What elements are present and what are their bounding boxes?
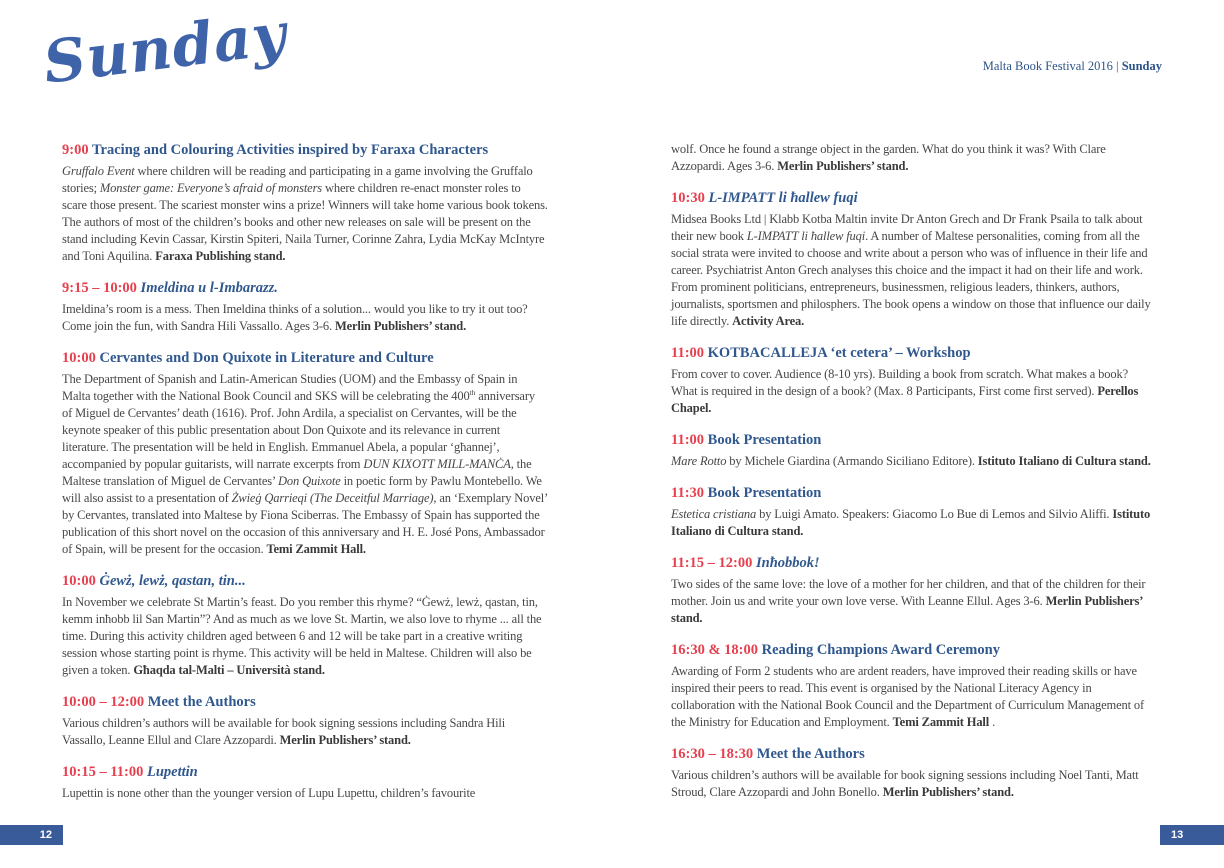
event-title: L-IMPATT li ħallew fuqi [708, 190, 858, 206]
event-description [62, 715, 548, 749]
event-description [671, 366, 1157, 417]
event-time: 11:00 [671, 432, 708, 448]
page-header [983, 59, 1162, 74]
venue-text-run: Merlin Publishers’ stand. [334, 319, 467, 333]
event-block [671, 431, 1157, 470]
event-description [671, 576, 1157, 627]
text-run: Awarding of Form 2 students who are ardent readers, have improved their reading skills or have inspired their peers to read. This event is organised by the National Literacy Agency in collaboration with the National Book Council and the Department of Curriculum Management of the Ministry for Education and Employment. [671, 664, 1145, 729]
text-run: , the Maltese translation of Miguel de Cervantes’ [62, 457, 532, 488]
event-heading [671, 344, 1157, 363]
header-festival-text: Malta Book Festival 2016 | [982, 59, 1122, 73]
event-time: 10:00 – 12:00 [62, 694, 148, 710]
event-heading [671, 189, 1157, 208]
venue-text-run: Perellos Chapel. [671, 384, 1139, 415]
event-title: Meet the Authors [147, 694, 256, 710]
event-description [671, 453, 1157, 470]
event-description [671, 767, 1157, 801]
event-heading [671, 554, 1157, 573]
event-block [62, 141, 548, 265]
event-time: 10:30 [671, 190, 709, 206]
event-block [62, 693, 548, 749]
page-number-left: 12 [0, 825, 63, 845]
text-run: In November we celebrate St Martin’s feast. Do you rember this rhyme? “Ġewż, lewż, qastan, tin, kemm inħobb lil San Martin”? And as much as we love St. Martin, we also love to rhyme ... all the time. During this activity children aged between 6 and 12 will be take part in a creative writing session whose starting point is rhyme. This activity will be held in Maltese. Children will also be given a token. [62, 595, 542, 677]
event-block [671, 641, 1157, 731]
text-run: th [469, 387, 476, 397]
event-description [62, 594, 548, 679]
event-block [671, 484, 1157, 540]
text-run: by Michele Giardina (Armando Siciliano Editore). [726, 454, 978, 468]
event-description [671, 506, 1157, 540]
event-block [671, 189, 1157, 330]
event-heading [671, 745, 1157, 764]
page-number-right: 13 [1160, 825, 1224, 845]
event-title: Cervantes and Don Quixote in Literature and Culture [99, 350, 434, 366]
event-description [671, 211, 1157, 330]
event-title: Ġewż, lewż, qastan, tin... [99, 573, 246, 589]
event-heading [671, 431, 1157, 450]
text-run: Two sides of the same love: the love of a mother for her children, and that of the children for their mother. Join us and write your own love verse. With Leanne Ellul. Ages 3-6. [671, 577, 1146, 608]
venue-text-run: Temi Zammit Hall [892, 715, 990, 729]
event-description [671, 141, 1157, 175]
text-run: where children re-enact monster roles to scare those present. The scariest monster wins a prize! Winners will take home various book tokens. The authors of most of the children’s books and other new releases on sale will be present on the stand including Kevin Cassar, Kirstin Spiteri, Naila Turner, Corinne Zahra, Lydia McKay McIntyre and Toni Aquilina. [62, 181, 548, 263]
event-block [671, 344, 1157, 417]
text-run: The Department of Spanish and Latin-American Studies (UOM) and the Embassy of Spain in Malta together with the National Book Council and SKS will be celebrating the 400 [62, 372, 518, 403]
event-description [62, 301, 548, 335]
event-time: 10:00 [62, 573, 100, 589]
event-time: 16:30 & 18:00 [671, 642, 762, 658]
text-run: . A number of Maltese personalities, coming from all the social strata were invited to choose and write about a person who was of influence in their life and career. Psychiatrist Anton Grech analyses this choice and the impact it had on their life and work. From prominent politicians, entrepreneurs, businessmen, religious leaders, thinkers, authors, journalists, sportsmen and philosphers. The book opens a window on those that influence our daily life directly. [671, 229, 1151, 328]
event-title: Book Presentation [707, 432, 822, 448]
text-run: Midsea Books Ltd | Klabb Kotba Maltin invite Dr Anton Grech and Dr Frank Psaila to talk about their new book [671, 212, 1143, 243]
event-time: 9:15 – 10:00 [62, 280, 141, 296]
venue-text-run: Temi Zammit Hall. [266, 542, 366, 556]
event-block [671, 745, 1157, 801]
text-run: wolf. Once he found a strange object in the garden. What do you think it was? With Clare Azzopardi. Ages 3-6. [671, 142, 1106, 173]
event-block [62, 349, 548, 558]
event-title: KOTBACALLEJA ‘et cetera’ – Workshop [707, 345, 971, 361]
event-time: 16:30 – 18:30 [671, 746, 757, 762]
text-run: Various children’s authors will be available for book signing sessions including Sandra Hili Vassallo, Leanne Ellul and Clare Azzopardi. [62, 716, 506, 747]
venue-text-run: Istituto Italiano di Cultura stand. [671, 507, 1151, 538]
left-page-column [62, 141, 548, 816]
text-run: L-IMPATT li ħallew fuqi [746, 229, 866, 243]
event-title: Lupettin [146, 764, 198, 780]
event-heading [62, 279, 548, 298]
event-time: 9:00 [62, 142, 92, 158]
text-run: DUN KIXOTT MILL-MANĊA [363, 457, 511, 471]
right-page-column [671, 141, 1157, 815]
text-run: Żwieġ Qarrieqi (The Deceitful Marriage) [231, 491, 434, 505]
text-run: in poetic form by Pawlu Montebello. We will also assist to a presentation of [62, 474, 542, 505]
event-time: 10:15 – 11:00 [62, 764, 147, 780]
venue-text-run: Faraxa Publishing stand. [155, 249, 286, 263]
event-title: Reading Champions Award Ceremony [761, 642, 1000, 658]
event-description [671, 663, 1157, 731]
event-heading [62, 349, 548, 368]
text-run: Monster game: Everyone’s afraid of monsters [99, 181, 322, 195]
text-run: From cover to cover. Audience (8-10 yrs). Building a book from scratch. What makes a book? What is required in the design of a book? (Max. 8 Participants, First come first served). [671, 367, 1128, 398]
text-run: where children will be reading and participating in a game involving the Gruffalo stories; [62, 164, 533, 195]
event-heading [62, 693, 548, 712]
event-block [671, 554, 1157, 627]
event-description [62, 785, 548, 802]
header-day-text: Sunday [1121, 59, 1162, 73]
text-run: anniversary of Miguel de Cervantes’ death (1616). Prof. John Ardila, a specialist on Cervantes, will be the keynote speaker of this public presentation about Don Quixote and its relevance in current literature. The presentation will be held in English. Emmanuel Abela, a popular ‘għannej’, accompanied by popular guitarists, will narrate excerpts from [62, 389, 535, 471]
event-block [62, 572, 548, 679]
event-heading [62, 141, 548, 160]
event-time: 11:00 [671, 345, 708, 361]
event-description [62, 163, 548, 265]
venue-text-run: Merlin Publishers’ stand. [882, 785, 1014, 799]
event-time: 11:15 – 12:00 [671, 555, 756, 571]
event-heading [671, 484, 1157, 503]
text-run: Imeldina’s room is a mess. Then Imeldina thinks of a solution... would you like to try it out too? Come join the fun, with Sandra Hili Vassallo. Ages 3-6. [62, 302, 528, 333]
venue-text-run: Merlin Publishers’ stand. [777, 159, 909, 173]
event-title: Inħobbok! [755, 555, 820, 571]
event-block [671, 141, 1157, 175]
venue-text-run: Merlin Publishers’ stand. [671, 594, 1143, 625]
text-run: by Luigi Amato. Speakers: Giacomo Lo Bue di Lemos and Silvio Aliffi. [756, 507, 1113, 521]
text-run: Don Quixote [278, 474, 341, 488]
event-time: 10:00 [62, 350, 100, 366]
event-block [62, 279, 548, 335]
venue-text-run: Activity Area. [732, 314, 805, 328]
venue-text-run: Merlin Publishers’ stand. [279, 733, 411, 747]
event-title: Meet the Authors [756, 746, 865, 762]
text-run: Gruffalo Event [62, 164, 135, 178]
event-heading [62, 763, 548, 782]
event-title: Tracing and Colouring Activities inspired by Faraxa Characters [91, 142, 489, 158]
text-run: . [989, 715, 996, 729]
event-heading [671, 641, 1157, 660]
venue-text-run: Istituto Italiano di Cultura stand. [977, 454, 1151, 468]
event-title: Imeldina u l-Imbarazz. [140, 280, 278, 296]
text-run: Various children’s authors will be available for book signing sessions including Noel Tanti, Matt Stroud, Clare Azzopardi and John Bonello. [671, 768, 1139, 799]
event-description [62, 371, 548, 558]
text-run: Mare Rotto [671, 454, 727, 468]
text-run: Estetica cristiana [671, 507, 757, 521]
event-heading [62, 572, 548, 591]
sunday-script-logo: Sunday [39, 0, 291, 97]
venue-text-run: Għaqda tal-Malti – Università stand. [133, 663, 325, 677]
text-run: Lupettin is none other than the younger version of Lupu Lupettu, children’s favourite [62, 786, 476, 800]
event-block [62, 763, 548, 802]
event-title: Book Presentation [707, 485, 822, 501]
event-time: 11:30 [671, 485, 708, 501]
text-run: , an ‘Exemplary Novel’ by Cervantes, translated into Maltese by Fiona Sciberras. The Embassy of Spain has supported the publication of this short novel on the occasion of this anniversary and H. E. José Pons, Ambassador of Spain, will be present for the occasion. [62, 491, 548, 556]
